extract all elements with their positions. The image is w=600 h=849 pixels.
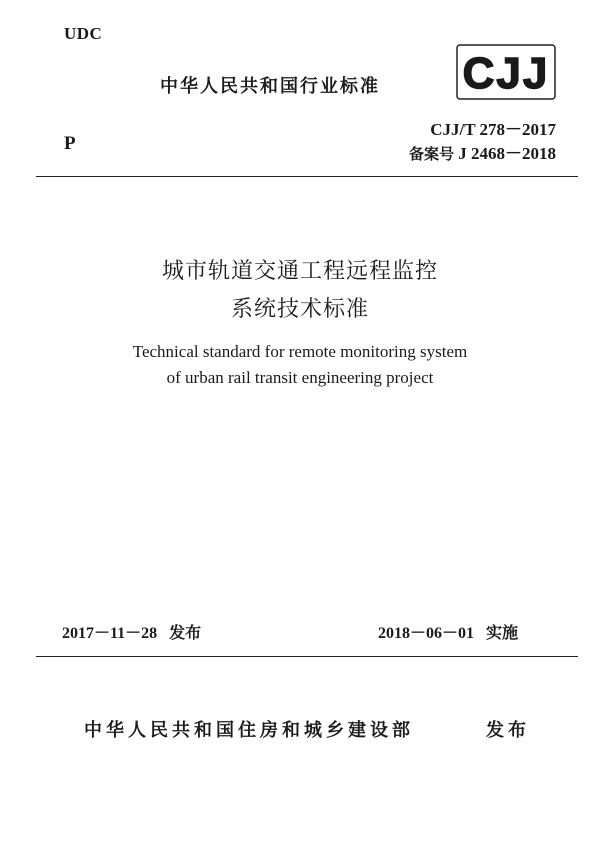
record-number-line — [409, 142, 556, 166]
standard-code: CJJ/T 278－2017 — [430, 120, 556, 139]
category-code: P — [64, 133, 76, 154]
record-prefix: 备案号 — [408, 145, 454, 163]
issue-date-block — [62, 620, 201, 643]
title-en-line1: Technical standard for remote monitoring system — [132, 342, 468, 361]
bottom-divider — [36, 656, 578, 657]
top-divider — [36, 176, 578, 177]
udc-label: UDC — [64, 24, 103, 43]
industry-standard-label: 中华人民共和国行业标准 — [160, 76, 380, 97]
logo-text: CJJ — [462, 49, 550, 98]
title-cn-line2: 系统技术标准 — [230, 297, 369, 322]
standard-code-block — [409, 118, 556, 166]
effective-date: 2018－06－01 — [378, 625, 475, 642]
cjj-logo — [456, 44, 556, 100]
issue-label: 发布 — [169, 623, 202, 642]
publisher-action: 发布 — [486, 720, 530, 741]
issue-date: 2017－11－28 — [62, 625, 158, 642]
title-cn-line1: 城市轨道交通工程远程监控 — [161, 259, 438, 284]
publisher-name: 中华人民共和国住房和城乡建设部 — [84, 720, 414, 741]
record-number: J 2468－2018 — [458, 144, 556, 163]
effective-label: 实施 — [486, 623, 519, 642]
effective-date-block — [378, 620, 518, 643]
title-en-line2: of urban rail transit engineering project — [166, 368, 434, 387]
